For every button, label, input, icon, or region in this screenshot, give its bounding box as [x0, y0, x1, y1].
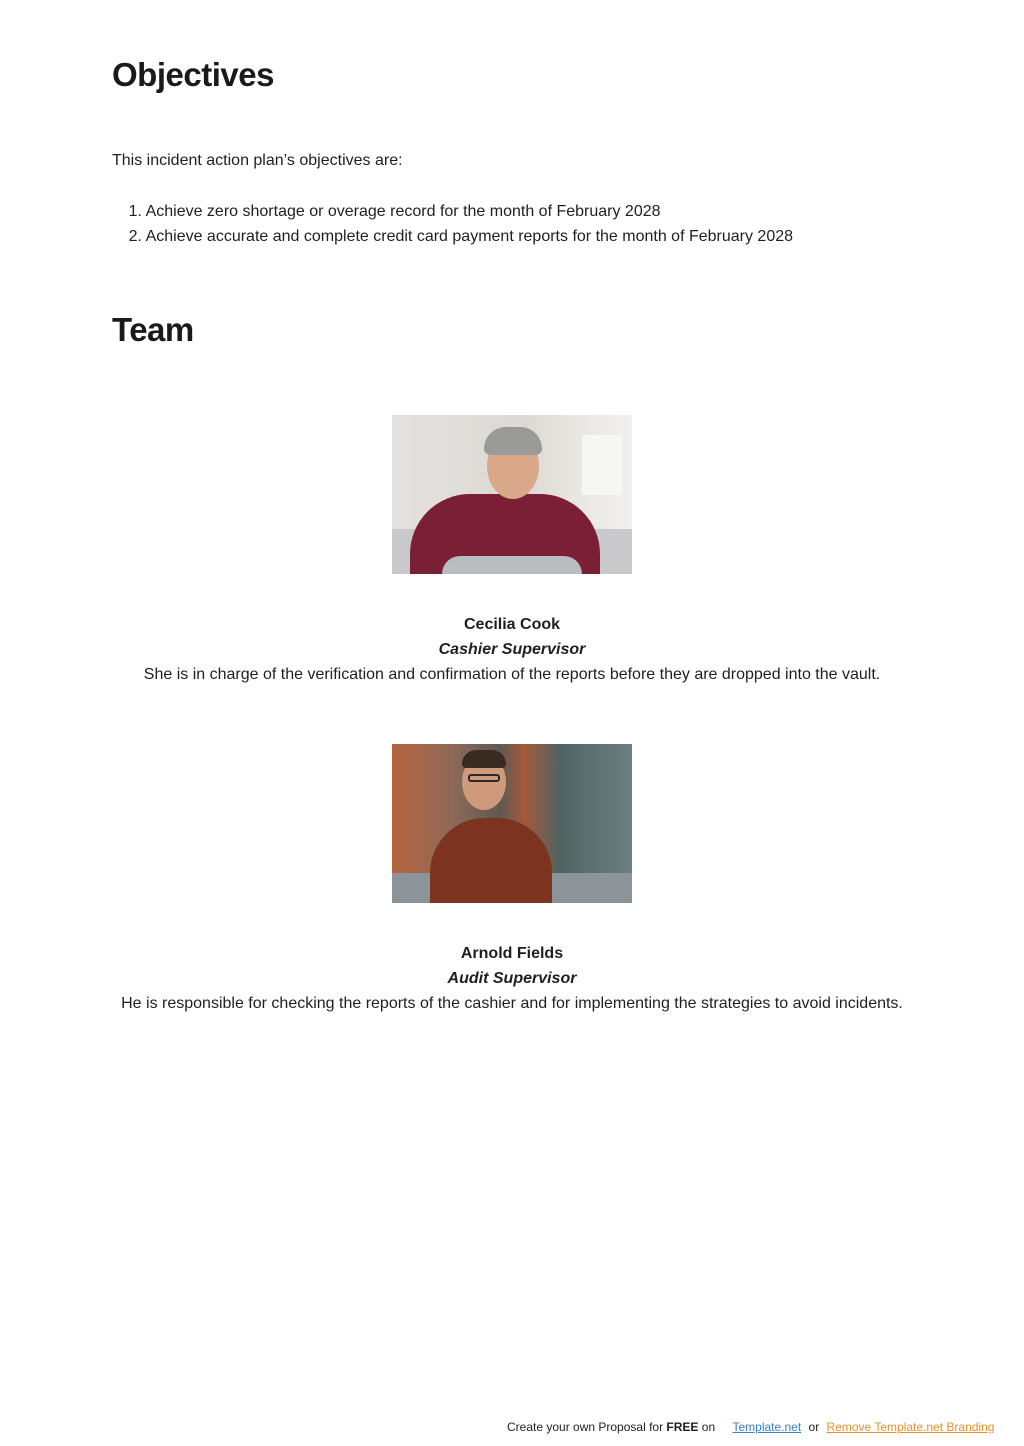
- member-photo: [392, 415, 632, 574]
- member-description: He is responsible for checking the reports of the cashier and for implementing the strategies to avoid incidents.: [121, 995, 903, 1012]
- member-role: Audit Supervisor: [447, 970, 577, 987]
- member-photo: [392, 744, 632, 903]
- template-net-link[interactable]: Template.net: [732, 1420, 802, 1434]
- objective-item: [112, 227, 793, 252]
- objective-number: 2.: [128, 228, 142, 245]
- objective-number: 1.: [128, 203, 142, 220]
- team-member-card: [112, 415, 912, 687]
- branding-footer: [507, 1420, 994, 1434]
- objectives-list: [112, 202, 793, 252]
- member-name: Arnold Fields: [460, 945, 564, 962]
- member-description: She is in charge of the verification and confirmation of the reports before they are dropped into the vault.: [143, 666, 881, 683]
- footer-prefix: Create your own Proposal for: [507, 1420, 667, 1434]
- objective-item: [112, 202, 793, 227]
- member-role: Cashier Supervisor: [438, 641, 586, 658]
- objectives-intro: This incident action plan’s objectives are:: [112, 152, 403, 169]
- footer-on: on: [698, 1420, 716, 1434]
- objective-text: Achieve zero shortage or overage record for the month of February 2028: [145, 203, 661, 220]
- objectives-heading: Objectives: [112, 56, 274, 93]
- remove-branding-link[interactable]: Remove Template.net Branding: [826, 1420, 995, 1434]
- footer-or: or: [808, 1420, 820, 1434]
- member-name: Cecilia Cook: [463, 616, 561, 633]
- footer-free: FREE: [666, 1420, 699, 1434]
- objective-text: Achieve accurate and complete credit card payment reports for the month of February 2028: [145, 228, 794, 245]
- team-member-card: [112, 744, 912, 1016]
- team-heading: Team: [112, 311, 194, 348]
